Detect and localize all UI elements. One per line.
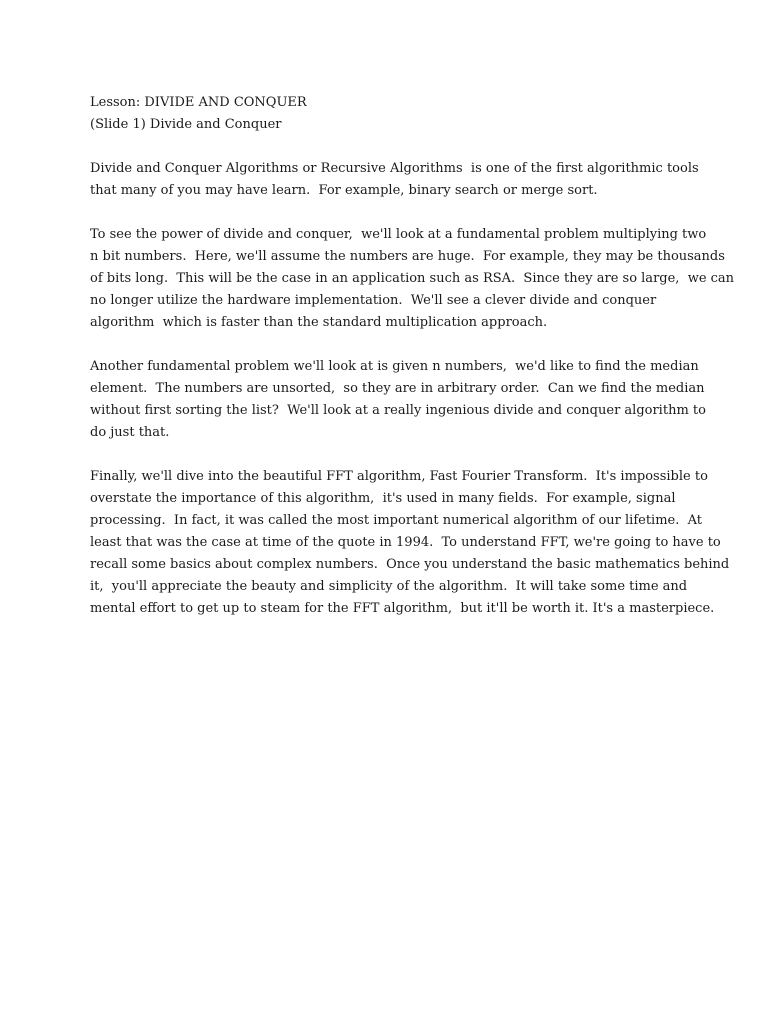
paragraph-line: Another fundamental problem we'll look at is given n numbers, we'd like to find the median — [90, 359, 699, 374]
paragraph-line: To see the power of divide and conquer, we'll look at a fundamental problem multiplying two — [90, 227, 707, 242]
paragraph-intro — [90, 158, 699, 202]
paragraph-line: do just that. — [90, 425, 170, 440]
paragraph-line: no longer utilize the hardware implementation. We'll see a clever divide and conquer — [90, 293, 657, 308]
paragraph-line: overstate the importance of this algorithm, it's used in many fields. For example, signal — [90, 491, 676, 506]
paragraph-line: n bit numbers. Here, we'll assume the numbers are huge. For example, they may be thousands — [90, 249, 725, 264]
paragraph-line: of bits long. This will be the case in an application such as RSA. Since they are so large, we can — [90, 271, 735, 286]
paragraph-line: Finally, we'll dive into the beautiful FFT algorithm, Fast Fourier Transform. It's impossible to — [90, 469, 708, 484]
paragraph-line: that many of you may have learn. For example, binary search or merge sort. — [90, 183, 598, 198]
document-body — [90, 92, 735, 620]
paragraph-line: it, you'll appreciate the beauty and simplicity of the algorithm. It will take some time and — [90, 579, 688, 594]
lesson-title: Lesson: DIVIDE AND CONQUER — [90, 95, 307, 110]
paragraph-line: least that was the case at time of the quote in 1994. To understand FFT, we're going to have to — [90, 535, 721, 550]
paragraph-line: Divide and Conquer Algorithms or Recursive Algorithms is one of the first algorithmic tools — [90, 161, 699, 176]
paragraph-line: recall some basics about complex numbers. Once you understand the basic mathematics behind — [90, 557, 730, 572]
paragraph-line: without first sorting the list? We'll look at a really ingenious divide and conquer algorithm to — [90, 403, 706, 418]
paragraph-line: processing. In fact, it was called the most important numerical algorithm of our lifetime. At — [90, 513, 703, 528]
paragraph-fft — [90, 466, 730, 620]
paragraph-line: mental effort to get up to steam for the FFT algorithm, but it'll be worth it. It's a masterpiece. — [90, 601, 715, 616]
slide-title: (Slide 1) Divide and Conquer — [90, 117, 282, 132]
paragraph-median — [90, 356, 706, 444]
paragraph-line: algorithm which is faster than the standard multiplication approach. — [90, 315, 548, 330]
paragraph-multiplication — [90, 224, 735, 334]
paragraph-line: element. The numbers are unsorted, so they are in arbitrary order. Can we find the median — [90, 381, 705, 396]
